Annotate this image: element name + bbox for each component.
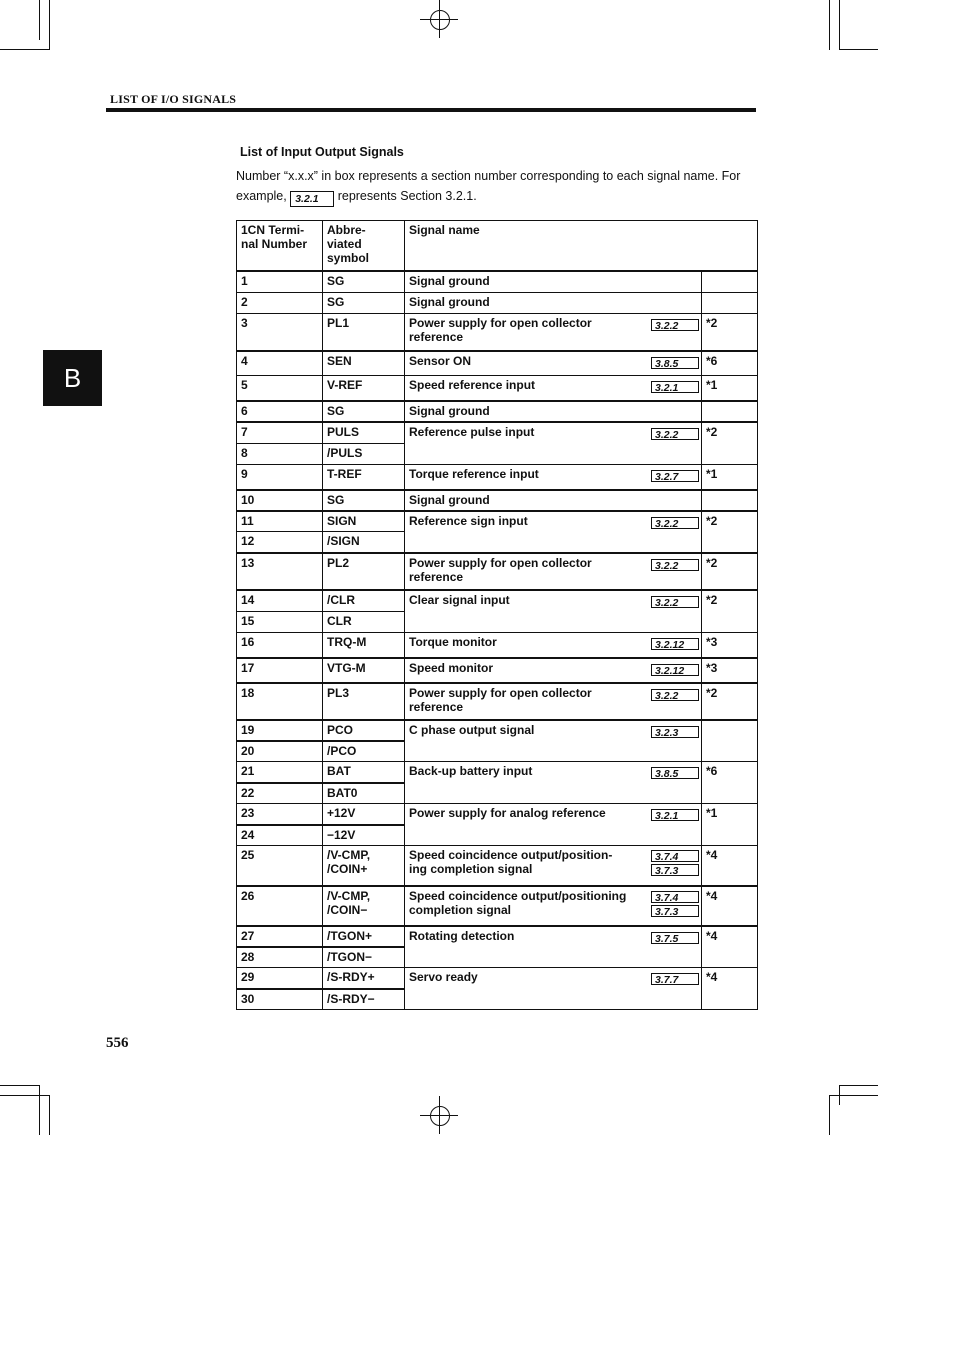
terminal-number: 5 bbox=[237, 376, 323, 401]
table-row bbox=[237, 293, 758, 314]
crop-mark bbox=[839, 0, 840, 50]
section-ref-box: 3.7.3 bbox=[651, 905, 699, 917]
terminal-number: 12 bbox=[237, 532, 323, 553]
table-row bbox=[237, 351, 758, 376]
note-cell: *6 bbox=[702, 351, 758, 376]
section-ref-box: 3.2.2 bbox=[651, 319, 699, 331]
crop-mark bbox=[49, 1095, 50, 1135]
abbreviated-symbol: /S-RDY+ bbox=[323, 968, 405, 989]
note-cell: *2 bbox=[702, 553, 758, 590]
section-ref-box: 3.8.5 bbox=[651, 357, 699, 369]
signal-name: Signal ground bbox=[409, 295, 490, 309]
table-row bbox=[237, 376, 758, 401]
abbreviated-symbol: /SIGN bbox=[323, 532, 405, 553]
signal-name: Sensor ON bbox=[409, 353, 472, 368]
abbreviated-symbol: PL3 bbox=[323, 683, 405, 720]
registration-mark bbox=[420, 19, 458, 20]
signal-name-cell bbox=[405, 553, 702, 590]
signal-name: Torque monitor bbox=[409, 635, 497, 649]
table-row bbox=[237, 511, 758, 532]
abbreviated-symbol: SEN bbox=[323, 351, 405, 376]
signal-name: Speed coincidence output/position- ing completion signal bbox=[409, 848, 613, 876]
crop-mark bbox=[39, 0, 40, 40]
abbreviated-symbol: /PULS bbox=[323, 444, 405, 465]
abbreviated-symbol: T-REF bbox=[323, 465, 405, 490]
signal-name: Speed coincidence output/positioning completion signal bbox=[409, 888, 627, 917]
signal-name-cell bbox=[405, 720, 702, 762]
note-cell: *4 bbox=[702, 846, 758, 886]
terminal-number: 9 bbox=[237, 465, 323, 490]
note-cell bbox=[702, 271, 758, 293]
note-cell: *6 bbox=[702, 762, 758, 804]
abbreviated-symbol: SG bbox=[323, 401, 405, 422]
table-row bbox=[237, 553, 758, 590]
signal-name: Signal ground bbox=[409, 492, 490, 507]
crop-mark bbox=[829, 1095, 830, 1135]
table-row bbox=[237, 401, 758, 422]
abbreviated-symbol: +12V bbox=[323, 804, 405, 825]
terminal-number: 18 bbox=[237, 683, 323, 720]
terminal-number: 19 bbox=[237, 720, 323, 741]
table-header-row bbox=[237, 221, 758, 271]
terminal-number: 21 bbox=[237, 762, 323, 783]
signal-name-cell bbox=[405, 846, 702, 886]
section-ref-box: 3.7.4 bbox=[651, 891, 699, 903]
signal-name: Power supply for open collector reference bbox=[409, 685, 592, 714]
crop-mark bbox=[839, 1085, 840, 1105]
signal-name: Reference pulse input bbox=[409, 424, 535, 439]
header-rule bbox=[106, 108, 756, 112]
note-cell: *4 bbox=[702, 968, 758, 1010]
abbreviated-symbol: SG bbox=[323, 293, 405, 314]
terminal-number: 15 bbox=[237, 612, 323, 633]
abbreviated-symbol: PL2 bbox=[323, 553, 405, 590]
crop-mark bbox=[829, 0, 830, 50]
terminal-number: 27 bbox=[237, 926, 323, 947]
note-cell: *2 bbox=[702, 314, 758, 351]
section-ref-box: 3.2.2 bbox=[651, 596, 699, 608]
table-row bbox=[237, 683, 758, 720]
appendix-tab: B bbox=[43, 350, 102, 406]
crop-mark bbox=[829, 1095, 878, 1096]
crop-mark bbox=[0, 1085, 40, 1086]
section-ref-box: 3.2.7 bbox=[651, 470, 699, 482]
terminal-number: 22 bbox=[237, 783, 323, 804]
signal-name: Servo ready bbox=[409, 970, 478, 984]
note-cell: *1 bbox=[702, 465, 758, 490]
terminal-number: 14 bbox=[237, 590, 323, 612]
note-cell bbox=[702, 490, 758, 511]
section-ref-box: 3.2.2 bbox=[651, 559, 699, 571]
abbreviated-symbol: BAT0 bbox=[323, 783, 405, 804]
signal-name: Power supply for analog reference bbox=[409, 806, 606, 820]
terminal-number: 4 bbox=[237, 351, 323, 376]
terminal-number: 25 bbox=[237, 846, 323, 886]
terminal-number: 28 bbox=[237, 947, 323, 968]
terminal-number: 8 bbox=[237, 444, 323, 465]
note-cell bbox=[702, 720, 758, 762]
abbreviated-symbol: PULS bbox=[323, 422, 405, 444]
signal-name-cell bbox=[405, 351, 702, 376]
intro-text: Number “x.x.x” in box represents a section number corresponding to each signal name. For example, bbox=[236, 169, 741, 203]
abbreviated-symbol: PCO bbox=[323, 720, 405, 741]
page-number: 556 bbox=[106, 1035, 129, 1051]
signal-name: Rotating detection bbox=[409, 928, 515, 943]
signal-name-cell bbox=[405, 376, 702, 401]
table-row bbox=[237, 314, 758, 351]
section-ref-box: 3.7.3 bbox=[651, 864, 699, 876]
table-row bbox=[237, 633, 758, 658]
terminal-number: 3 bbox=[237, 314, 323, 351]
abbreviated-symbol: CLR bbox=[323, 612, 405, 633]
terminal-number: 2 bbox=[237, 293, 323, 314]
table-row bbox=[237, 762, 758, 783]
crop-mark bbox=[840, 49, 878, 50]
abbreviated-symbol: /V-CMP, /COIN− bbox=[323, 886, 405, 926]
signal-name-cell bbox=[405, 422, 702, 465]
abbreviated-symbol: V-REF bbox=[323, 376, 405, 401]
table-row bbox=[237, 422, 758, 444]
table-row bbox=[237, 926, 758, 947]
section-ref-box: 3.7.7 bbox=[651, 973, 699, 985]
signal-name-cell bbox=[405, 293, 702, 314]
signal-name-cell bbox=[405, 683, 702, 720]
signal-name: Speed reference input bbox=[409, 378, 536, 392]
section-ref-box: 3.2.2 bbox=[651, 517, 699, 529]
header-symbol: Abbre- viated symbol bbox=[323, 221, 405, 271]
abbreviated-symbol: /S-RDY− bbox=[323, 989, 405, 1010]
crop-mark bbox=[49, 0, 50, 50]
signal-name: Clear signal input bbox=[409, 592, 510, 607]
note-cell: *2 bbox=[702, 683, 758, 720]
abbreviated-symbol: PL1 bbox=[323, 314, 405, 351]
section-ref-box: 3.7.5 bbox=[651, 932, 699, 944]
signal-name-cell bbox=[405, 401, 702, 422]
section-ref-box: 3.7.4 bbox=[651, 850, 699, 862]
abbreviated-symbol: SG bbox=[323, 490, 405, 511]
table-row bbox=[237, 658, 758, 683]
signal-name-cell bbox=[405, 465, 702, 490]
crop-mark bbox=[39, 1085, 40, 1135]
signal-name-cell bbox=[405, 886, 702, 926]
table-row bbox=[237, 590, 758, 612]
section-ref-box: 3.2.2 bbox=[651, 689, 699, 701]
crop-mark bbox=[840, 1085, 878, 1086]
signal-name-cell bbox=[405, 658, 702, 683]
note-cell: *2 bbox=[702, 422, 758, 465]
abbreviated-symbol: /TGON+ bbox=[323, 926, 405, 947]
table-row bbox=[237, 804, 758, 825]
section-ref-box: 3.8.5 bbox=[651, 767, 699, 779]
signal-name: Back-up battery input bbox=[409, 764, 533, 778]
abbreviated-symbol: −12V bbox=[323, 825, 405, 846]
terminal-number: 16 bbox=[237, 633, 323, 658]
table-row bbox=[237, 886, 758, 926]
note-cell: *2 bbox=[702, 511, 758, 553]
registration-mark bbox=[420, 1115, 458, 1116]
signal-name-cell bbox=[405, 511, 702, 553]
section-ref-box: 3.2.12 bbox=[651, 664, 699, 676]
abbreviated-symbol: /V-CMP, /COIN+ bbox=[323, 846, 405, 886]
abbreviated-symbol: TRQ-M bbox=[323, 633, 405, 658]
section-ref-box: 3.2.2 bbox=[651, 428, 699, 440]
note-cell: *3 bbox=[702, 658, 758, 683]
section-ref-box: 3.2.12 bbox=[651, 638, 699, 650]
signal-name-cell bbox=[405, 490, 702, 511]
signal-table bbox=[236, 220, 758, 1010]
terminal-number: 29 bbox=[237, 968, 323, 989]
header-terminal: 1CN Termi- nal Number bbox=[237, 221, 323, 271]
signal-name-cell bbox=[405, 633, 702, 658]
table-row bbox=[237, 720, 758, 741]
signal-name-cell bbox=[405, 968, 702, 1010]
signal-name: Power supply for open collector reference bbox=[409, 555, 592, 584]
abbreviated-symbol: VTG-M bbox=[323, 658, 405, 683]
note-cell: *4 bbox=[702, 926, 758, 968]
signal-name: Torque reference input bbox=[409, 467, 539, 481]
crop-mark bbox=[0, 1095, 50, 1096]
crop-mark bbox=[0, 49, 50, 50]
abbreviated-symbol: /CLR bbox=[323, 590, 405, 612]
table-row bbox=[237, 490, 758, 511]
terminal-number: 7 bbox=[237, 422, 323, 444]
section-ref-box: 3.2.1 bbox=[290, 191, 334, 207]
abbreviated-symbol: BAT bbox=[323, 762, 405, 783]
section-ref-box: 3.2.1 bbox=[651, 381, 699, 393]
table-row bbox=[237, 271, 758, 293]
section-ref-box: 3.2.3 bbox=[651, 726, 699, 738]
header-signal-name: Signal name bbox=[405, 221, 758, 271]
table-row bbox=[237, 846, 758, 886]
terminal-number: 20 bbox=[237, 741, 323, 762]
terminal-number: 10 bbox=[237, 490, 323, 511]
terminal-number: 24 bbox=[237, 825, 323, 846]
terminal-number: 26 bbox=[237, 886, 323, 926]
note-cell: *4 bbox=[702, 886, 758, 926]
terminal-number: 23 bbox=[237, 804, 323, 825]
note-cell: *3 bbox=[702, 633, 758, 658]
signal-name: C phase output signal bbox=[409, 722, 535, 737]
registration-mark bbox=[430, 1106, 450, 1126]
signal-name: Signal ground bbox=[409, 273, 490, 288]
note-cell: *2 bbox=[702, 590, 758, 633]
note-cell: *1 bbox=[702, 804, 758, 846]
signal-name-cell bbox=[405, 804, 702, 846]
abbreviated-symbol: /TGON− bbox=[323, 947, 405, 968]
intro-text-end: represents Section 3.2.1. bbox=[337, 189, 477, 203]
abbreviated-symbol: SIGN bbox=[323, 511, 405, 532]
signal-name: Signal ground bbox=[409, 403, 490, 418]
note-cell bbox=[702, 401, 758, 422]
signal-name-cell bbox=[405, 926, 702, 968]
terminal-number: 13 bbox=[237, 553, 323, 590]
abbreviated-symbol: SG bbox=[323, 271, 405, 293]
running-header: LIST OF I/O SIGNALS bbox=[110, 92, 237, 106]
intro-paragraph bbox=[236, 166, 760, 207]
signal-name: Power supply for open collector reference bbox=[409, 316, 592, 344]
table-row bbox=[237, 968, 758, 989]
terminal-number: 17 bbox=[237, 658, 323, 683]
terminal-number: 1 bbox=[237, 271, 323, 293]
note-cell bbox=[702, 293, 758, 314]
terminal-number: 30 bbox=[237, 989, 323, 1010]
note-cell: *1 bbox=[702, 376, 758, 401]
terminal-number: 6 bbox=[237, 401, 323, 422]
signal-name-cell bbox=[405, 762, 702, 804]
table-row bbox=[237, 465, 758, 490]
terminal-number: 11 bbox=[237, 511, 323, 532]
signal-name-cell bbox=[405, 271, 702, 293]
signal-name: Speed monitor bbox=[409, 660, 494, 675]
signal-name-cell bbox=[405, 590, 702, 633]
registration-mark bbox=[430, 10, 450, 30]
signal-name: Reference sign input bbox=[409, 513, 528, 528]
section-title: List of Input Output Signals bbox=[240, 145, 404, 159]
section-ref-box: 3.2.1 bbox=[651, 809, 699, 821]
abbreviated-symbol: /PCO bbox=[323, 741, 405, 762]
signal-name-cell bbox=[405, 314, 702, 351]
